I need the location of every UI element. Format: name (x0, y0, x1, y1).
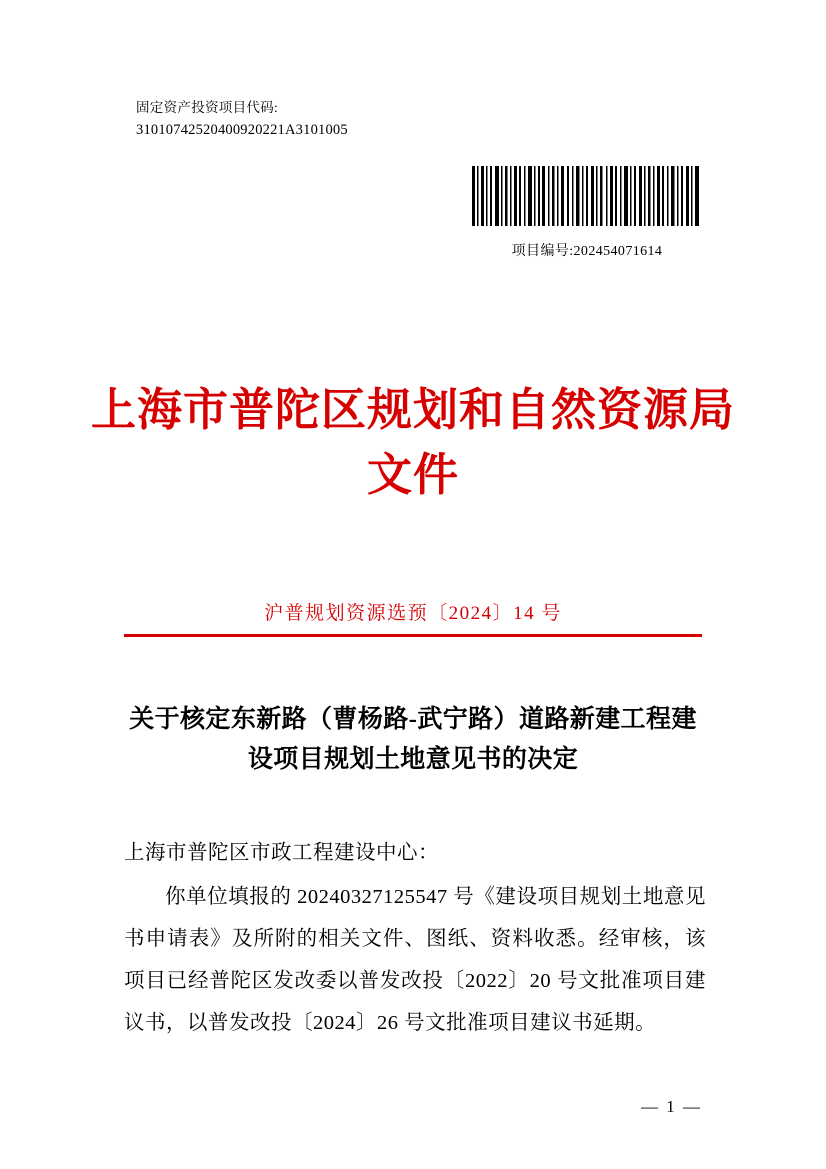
document-subject: 关于核定东新路（曹杨路-武宁路）道路新建工程建设项目规划土地意见书的决定 (129, 706, 697, 773)
barcode-block (472, 166, 702, 260)
document-body (124, 832, 706, 1044)
project-code-label: 固定资产投资项目代码: (136, 100, 279, 115)
document-number: 沪普规划资源选预〔2024〕14 号 (264, 603, 562, 624)
body-paragraph-1: 你单位填报的 20240327125547 号《建设项目规划土地意见书申请表》及所附的相关文件、图纸、资料收悉。经审核，该项目已经普陀区发改委以普发改投〔2022〕20 号文批准项目建议书，以普发改投〔2024〕26 号文批准项目建议书延期。 (124, 886, 706, 1035)
page-title-line2: 文件 (366, 450, 459, 501)
red-divider (124, 634, 702, 637)
barcode-icon (472, 166, 702, 226)
page-title-line1: 上海市普陀区规划和自然资源局 (90, 385, 735, 435)
page-number: — 1 — (641, 1097, 702, 1116)
recipient-line: 上海市普陀区市政工程建设中心： (124, 842, 439, 864)
page-title (0, 378, 826, 509)
project-code-value: 31010742520400920221A3101005 (136, 121, 348, 138)
project-number-caption: 项目编号:202454071614 (511, 244, 663, 259)
project-code-block (136, 98, 348, 141)
